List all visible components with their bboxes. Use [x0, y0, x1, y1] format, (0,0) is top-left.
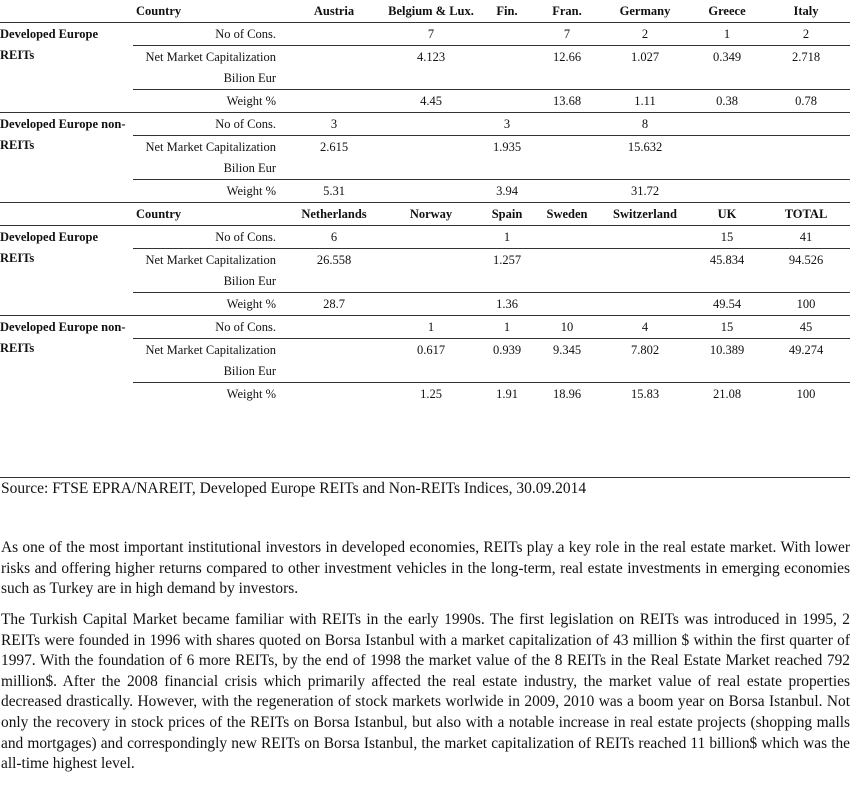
table-cell: 3 [284, 113, 384, 136]
table-cell [384, 136, 478, 180]
table-cell: 0.78 [762, 90, 850, 113]
table-cell: 49.54 [692, 293, 762, 316]
table-cell: 3 [478, 113, 536, 136]
table-cell: 7.802 [598, 339, 692, 383]
country-header: Greece [708, 4, 746, 18]
table-cell: 15.83 [598, 383, 692, 406]
table-cell [598, 293, 692, 316]
table-cell: 4 [598, 316, 692, 339]
table-cell: 31.72 [598, 180, 692, 203]
table-cell [384, 249, 478, 293]
table-cell: 7 [536, 23, 598, 46]
country-header: Fran. [552, 4, 582, 18]
table-cell: 2 [762, 23, 850, 46]
table-cell: 1.257 [478, 249, 536, 293]
table-cell: 6 [284, 226, 384, 249]
table-row [0, 316, 850, 339]
table-cell [284, 339, 384, 383]
table-row [0, 113, 850, 136]
table-cell [536, 113, 598, 136]
table-cell: 0.617 [384, 339, 478, 383]
metric-label: Net Market Capitalization Bilion Eur [133, 339, 284, 383]
header-row [0, 0, 850, 23]
table-cell [598, 226, 692, 249]
table-cell: 2.615 [284, 136, 384, 180]
table-cell [598, 249, 692, 293]
table-cell: 8 [598, 113, 692, 136]
country-header: Netherlands [284, 203, 384, 226]
group-label: Developed Europe REITs [0, 226, 133, 316]
table-cell [692, 180, 762, 203]
table-cell: 1.36 [478, 293, 536, 316]
table-cell [692, 136, 762, 180]
table-cell: 12.66 [536, 46, 598, 90]
table-cell: 28.7 [284, 293, 384, 316]
table-cell: 1.91 [478, 383, 536, 406]
table-cell: 1 [478, 316, 536, 339]
country-header: Switzerland [598, 203, 692, 226]
table-cell [284, 90, 384, 113]
table-cell: 1 [384, 316, 478, 339]
country-header: UK [692, 203, 762, 226]
table-cell: 100 [762, 383, 850, 406]
country-header: TOTAL [762, 203, 850, 226]
group-label: Developed Europe non-REITs [0, 316, 133, 406]
table-row [0, 226, 850, 249]
country-header: Sweden [536, 203, 598, 226]
table-cell: 1.11 [598, 90, 692, 113]
country-header: Fin. [496, 4, 518, 18]
table-cell: 5.31 [284, 180, 384, 203]
body-paragraph-1: As one of the most important institutional investors in developed economies, REITs play a key role in the real estate market. With lower risks and offering higher returns compared to other investment vehicles in the long-term, real estate investments in emerging economies such as Turkey are in high demand by investors. [1, 539, 850, 598]
table-cell: 10 [536, 316, 598, 339]
table-cell: 18.96 [536, 383, 598, 406]
table-cell: 100 [762, 293, 850, 316]
table-cell: 7 [384, 23, 478, 46]
table-cell: 2 [598, 23, 692, 46]
table-cell [284, 46, 384, 90]
table-cell [536, 226, 598, 249]
country-header: Belgium & Lux. [388, 4, 474, 18]
metric-label: Weight % [133, 90, 284, 113]
group-label: Developed Europe non-REITs [0, 113, 133, 203]
table-bottom-rule [0, 477, 850, 478]
table-cell [384, 113, 478, 136]
country-header: Austria [313, 4, 355, 18]
table-cell [284, 23, 384, 46]
country-header: Italy [793, 4, 819, 18]
country-header-label: Country [136, 4, 182, 18]
table-cell [762, 113, 850, 136]
table-cell [536, 180, 598, 203]
metric-label: Weight % [133, 293, 284, 316]
table-cell: 94.526 [762, 249, 850, 293]
table-cell: 1.25 [384, 383, 478, 406]
table-cell: 21.08 [692, 383, 762, 406]
metric-label: Weight % [133, 383, 284, 406]
table-cell [478, 90, 536, 113]
country-header: Norway [384, 203, 478, 226]
table-cell: 49.274 [762, 339, 850, 383]
table-cell [284, 383, 384, 406]
table-cell: 41 [762, 226, 850, 249]
metric-label: No of Cons. [133, 113, 284, 136]
table-cell [384, 293, 478, 316]
metric-label: Weight % [133, 180, 284, 203]
header-row [0, 203, 850, 226]
table-cell [536, 293, 598, 316]
metric-label: No of Cons. [133, 316, 284, 339]
table-cell [536, 136, 598, 180]
table-cell: 45 [762, 316, 850, 339]
table-cell [384, 226, 478, 249]
table-cell [478, 46, 536, 90]
metric-label: Net Market Capitalization Bilion Eur [133, 249, 284, 293]
table-cell: 10.389 [692, 339, 762, 383]
table-cell: 15 [692, 316, 762, 339]
table-cell [384, 180, 478, 203]
country-header-label: Country [0, 203, 284, 226]
table-cell: 0.939 [478, 339, 536, 383]
table-cell [284, 316, 384, 339]
table-cell: 9.345 [536, 339, 598, 383]
table-cell: 45.834 [692, 249, 762, 293]
table-cell: 1 [692, 23, 762, 46]
country-header: Germany [619, 4, 671, 18]
table-cell: 2.718 [762, 46, 850, 90]
table-cell [762, 180, 850, 203]
table-cell: 0.38 [692, 90, 762, 113]
group-label: Developed Europe REITs [0, 23, 133, 113]
metric-label: Net Market Capitalization Bilion Eur [133, 136, 284, 180]
table-cell: 15.632 [598, 136, 692, 180]
table-cell [692, 113, 762, 136]
table-cell: 4.123 [384, 46, 478, 90]
table-cell: 1 [478, 226, 536, 249]
table-cell: 26.558 [284, 249, 384, 293]
table-cell: 3.94 [478, 180, 536, 203]
country-header: Spain [478, 203, 536, 226]
table-cell: 15 [692, 226, 762, 249]
table-source-note: Source: FTSE EPRA/NAREIT, Developed Europe REITs and Non-REITs Indices, 30.09.2014 [1, 480, 587, 497]
table-cell: 1.027 [598, 46, 692, 90]
table-row [0, 23, 850, 46]
table-cell [536, 249, 598, 293]
metric-label: No of Cons. [133, 226, 284, 249]
metric-label: No of Cons. [133, 23, 284, 46]
table-cell: 1.935 [478, 136, 536, 180]
table-cell: 13.68 [536, 90, 598, 113]
metric-label: Net Market Capitalization Bilion Eur [133, 46, 284, 90]
body-paragraph-2: The Turkish Capital Market became familiar with REITs in the early 1990s. The first legislation on REITs was introduced in 1995, 2 REITs were founded in 1996 with shares quoted on Borsa Istanbul with a market capitalization of 43 million $ within the first quarter of 1997. With the foundation of 6 more REITs, by the end of 1998 the market value of the 8 REITs in the Real Estate Market reached 792 million$. After the 2008 financial crisis which primarily affected the real estate industry, the market value of real estate properties decreased drastically. However, with the regeneration of stock markets worlwide in 2009, 2010 was a boom year on Borsa Istanbul. Not only the recovery in stock prices of the REITs on Borsa Istanbul, but also with a notable increase in real estate projects (shopping malls and mortgages) and correspondingly new REITs on Borsa Istanbul, the market capitalization of REITs reached 11 billion$ which was the all-time highest level. [1, 611, 850, 773]
table-cell: 4.45 [384, 90, 478, 113]
table-cell [478, 23, 536, 46]
table-cell: 0.349 [692, 46, 762, 90]
table-cell [762, 136, 850, 180]
